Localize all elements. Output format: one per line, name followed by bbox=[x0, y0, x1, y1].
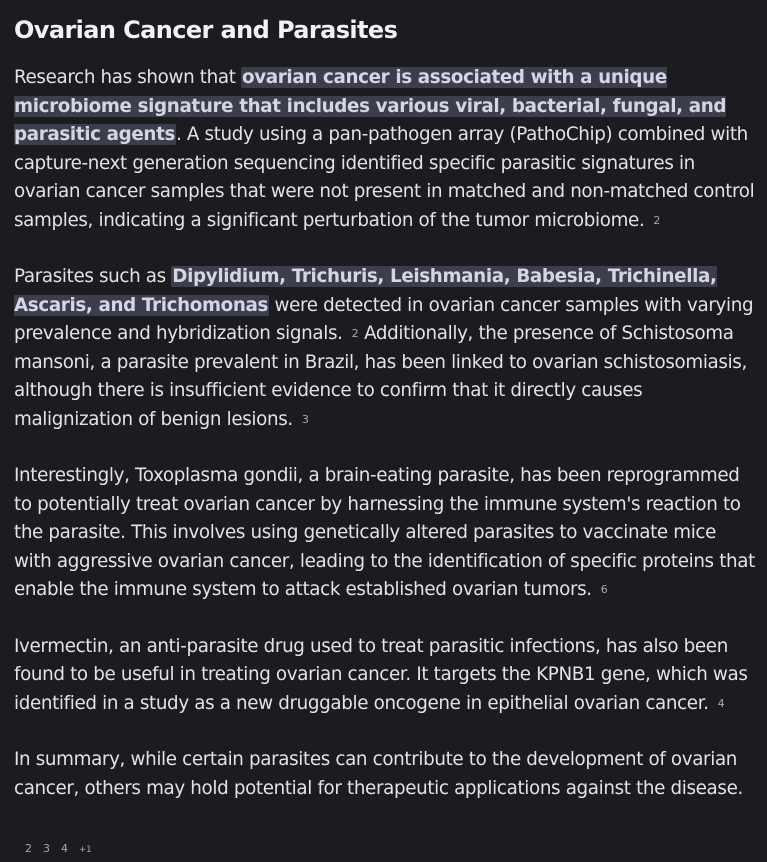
p2-text-mid: were detected in ovarian cancer samples with varying prevalence and hybridization signals. bbox=[14, 294, 754, 344]
paragraph-parasites bbox=[14, 263, 756, 434]
p3-text: Interestingly, Toxoplasma gondii, a brain-eating parasite, has been reprogrammed to potentially treat ovarian cancer by harnessing the immune system's reaction to the parasite. This involves using genetically altered parasites to vaccinate mice with aggressive ovarian cancer, leading to the identification of specific proteins that enable the immune system to attack established ovarian tumors. bbox=[14, 465, 755, 600]
p2-highlight: Dipylidium, Trichuris, Leishmania, Babesia, Trichinella, Ascaris, and Trichomonas bbox=[14, 266, 717, 316]
page-title: Ovarian Cancer and Parasites bbox=[14, 16, 398, 44]
citation-2[interactable]: 2 bbox=[653, 213, 661, 227]
paragraph-ivermectin bbox=[14, 633, 756, 719]
citation-2[interactable]: 2 bbox=[25, 842, 32, 855]
p1-highlight: ovarian cancer is associated with a unique microbiome signature that includes various viral, bacterial, fungal, and parasitic agents bbox=[14, 67, 727, 145]
paragraph-toxoplasma bbox=[14, 462, 756, 605]
summary-citations bbox=[25, 842, 92, 855]
p2-text-pre: Parasites such as bbox=[14, 266, 172, 287]
citation-6[interactable]: 6 bbox=[600, 583, 608, 596]
citation-4[interactable]: 4 bbox=[717, 696, 725, 710]
citation-3[interactable]: 3 bbox=[301, 412, 309, 426]
citation-more[interactable]: +1 bbox=[79, 845, 92, 855]
answer-content bbox=[14, 14, 756, 831]
p4-text: Ivermectin, an anti-parasite drug used to treat parasitic infections, has also been found to be useful in treating ovarian cancer. It targets the KPNB1 gene, which was identified in a study as a new druggable oncogene in epithelial ovarian cancer. bbox=[14, 635, 748, 714]
paragraph-summary bbox=[14, 746, 756, 803]
paragraph-research bbox=[14, 64, 756, 235]
citation-3[interactable]: 3 bbox=[43, 842, 50, 855]
p5-text: In summary, while certain parasites can contribute to the development of ovarian cancer, others may hold potential for therapeutic applications against the disease. bbox=[14, 749, 743, 799]
citation-2[interactable]: 2 bbox=[351, 327, 359, 340]
p1-text-post: . A study using a pan-pathogen array (PathoChip) combined with capture-next generation sequencing identified specific parasitic signatures in ovarian cancer samples that were not present in matched and non-matched control samples, indicating a significant perturbation of the tumor microbiome. bbox=[14, 124, 755, 231]
p1-text-pre: Research has shown that bbox=[14, 67, 241, 88]
p2-text-post: Additionally, the presence of Schistosoma mansoni, a parasite prevalent in Brazil, has been linked to ovarian schistosomiasis, although there is insufficient evidence to confirm that it directly causes malignization of benign lesions. bbox=[14, 323, 747, 430]
citation-4[interactable]: 4 bbox=[61, 842, 68, 855]
